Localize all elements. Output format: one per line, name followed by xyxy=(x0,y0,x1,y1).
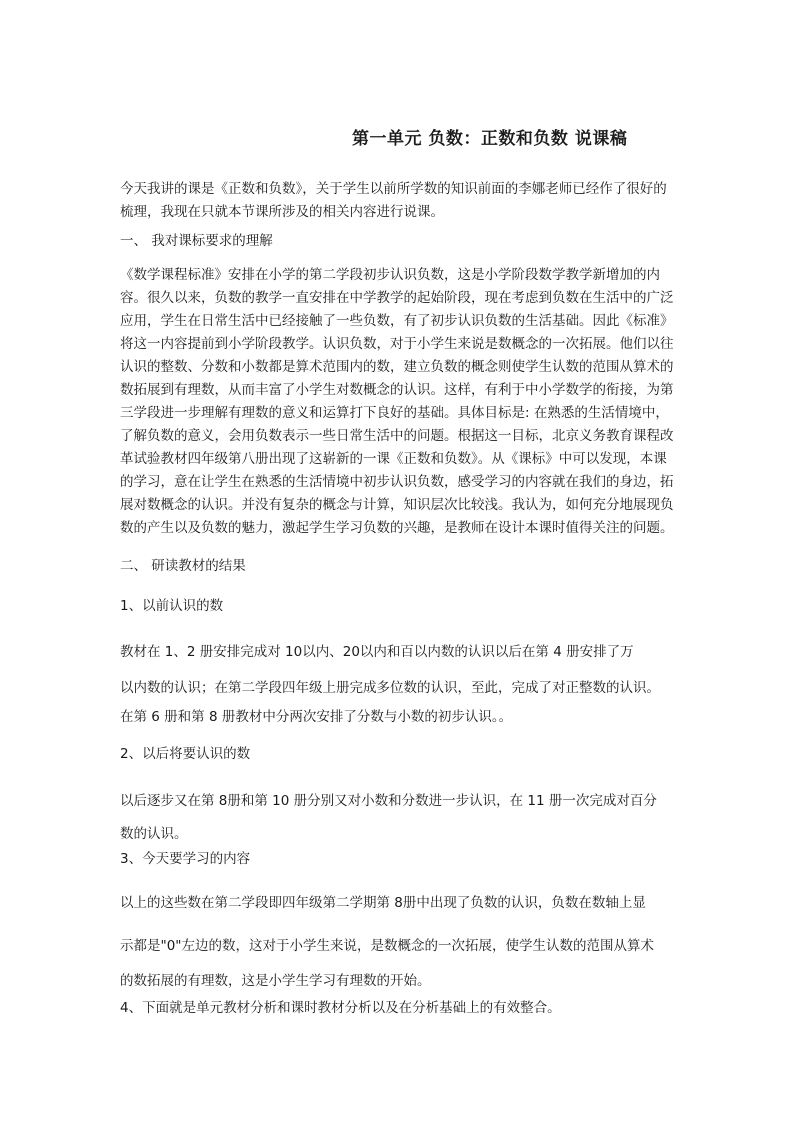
sub2-line2: 数的认识。 xyxy=(120,826,188,842)
sub1-heading: 1、以前认识的数 xyxy=(120,598,224,614)
intro-paragraph: 今天我讲的课是《正数和负数》，关于学生以前所学数的知识前面的李娜老师已经作了很好的梳理，我现在只就本节课所涉及的相关内容进行说课。 xyxy=(120,181,667,220)
sub3-line1: 以上的这些数在第二学段即四年级第二学期第 8册中出现了负数的认识，负数在数轴上显 xyxy=(120,895,646,911)
section2-heading: 二、 研读教材的结果 xyxy=(120,558,246,574)
sub1-line3: 在第 6 册和第 8 册教材中分两次安排了分数与小数的初步认识。。 xyxy=(120,709,513,725)
sub2-line1: 以后逐步又在第 8册和第 10 册分别又对小数和分数进一步认识，在 11 册一次完成对百分 xyxy=(120,793,657,809)
sub3-line3: 的数拓展的有理数，这是小学生学习有理数的开始。 xyxy=(120,973,431,989)
sub3-heading: 3、今天要学习的内容 xyxy=(120,851,251,867)
section1-heading: 一、 我对课标要求的理解 xyxy=(120,233,273,249)
sub1-line2: 以内数的认识；在第二学段四年级上册完成多位数的认识，至此，完成了对正整数的认识。 xyxy=(120,680,660,696)
section1-body: 《数学课程标准》安排在小学的第二学段初步认识负数，这是小学阶段数学教学新增加的内容。很久以来，负数的教学一直安排在中学教学的起始阶段，现在考虑到负数在生活中的广泛应用，学生在日常生活中已经接触了一些负数，有了初步认识负数的生活基础。因此《标准》将这一内容提前到小学阶段教学。认识负数，对于小学生来说是数概念的一次拓展。他们以往认识的整数、分数和小数都是算术范围内的数，建立负数的概念则使学生认数的范围从算术的数拓展到有理数，从而丰富了小学生对数概念的认识。这样，有利于中小学数学的衔接，为第三学段进一步理解有理数的意义和运算打下良好的基础。具体目标是: 在熟悉的生活情境中，了解负数的意义，会用负数表示一些日常生活中的问题。根据这一目标，北京义务教育课程改革试验教材四年级第八册出现了这崭新的一课《正数和负数》。从《课标》中可以发现，本课的学习，意在让学生在熟悉的生活情境中初步认识负数，感受学习的内容就在我们的身边，拓展对数概念的认识。并没有复杂的概念与计算，知识层次比较浅。我认为，如何充分地展现负数的产生以及负数的魅力，激起学生学习负数的兴趣，是教师在设计本课时值得关注的问题。 xyxy=(120,267,674,536)
sub1-line1: 教材在 1、2 册安排完成对 10以内、20以内和百以内数的认识以后在第 4 册安排了万 xyxy=(120,644,634,660)
sub2-heading: 2、以后将要认识的数 xyxy=(120,746,251,762)
document-title: 第一单元 负数：正数和负数 说课稿 xyxy=(352,129,628,149)
sub3-line2: 示都是"0"左边的数，这对于小学生来说，是数概念的一次拓展，使学生认数的范围从算术 xyxy=(120,938,655,954)
sub4-heading: 4、下面就是单元教材分析和课时教材分析以及在分析基础上的有效整合。 xyxy=(120,1000,561,1016)
